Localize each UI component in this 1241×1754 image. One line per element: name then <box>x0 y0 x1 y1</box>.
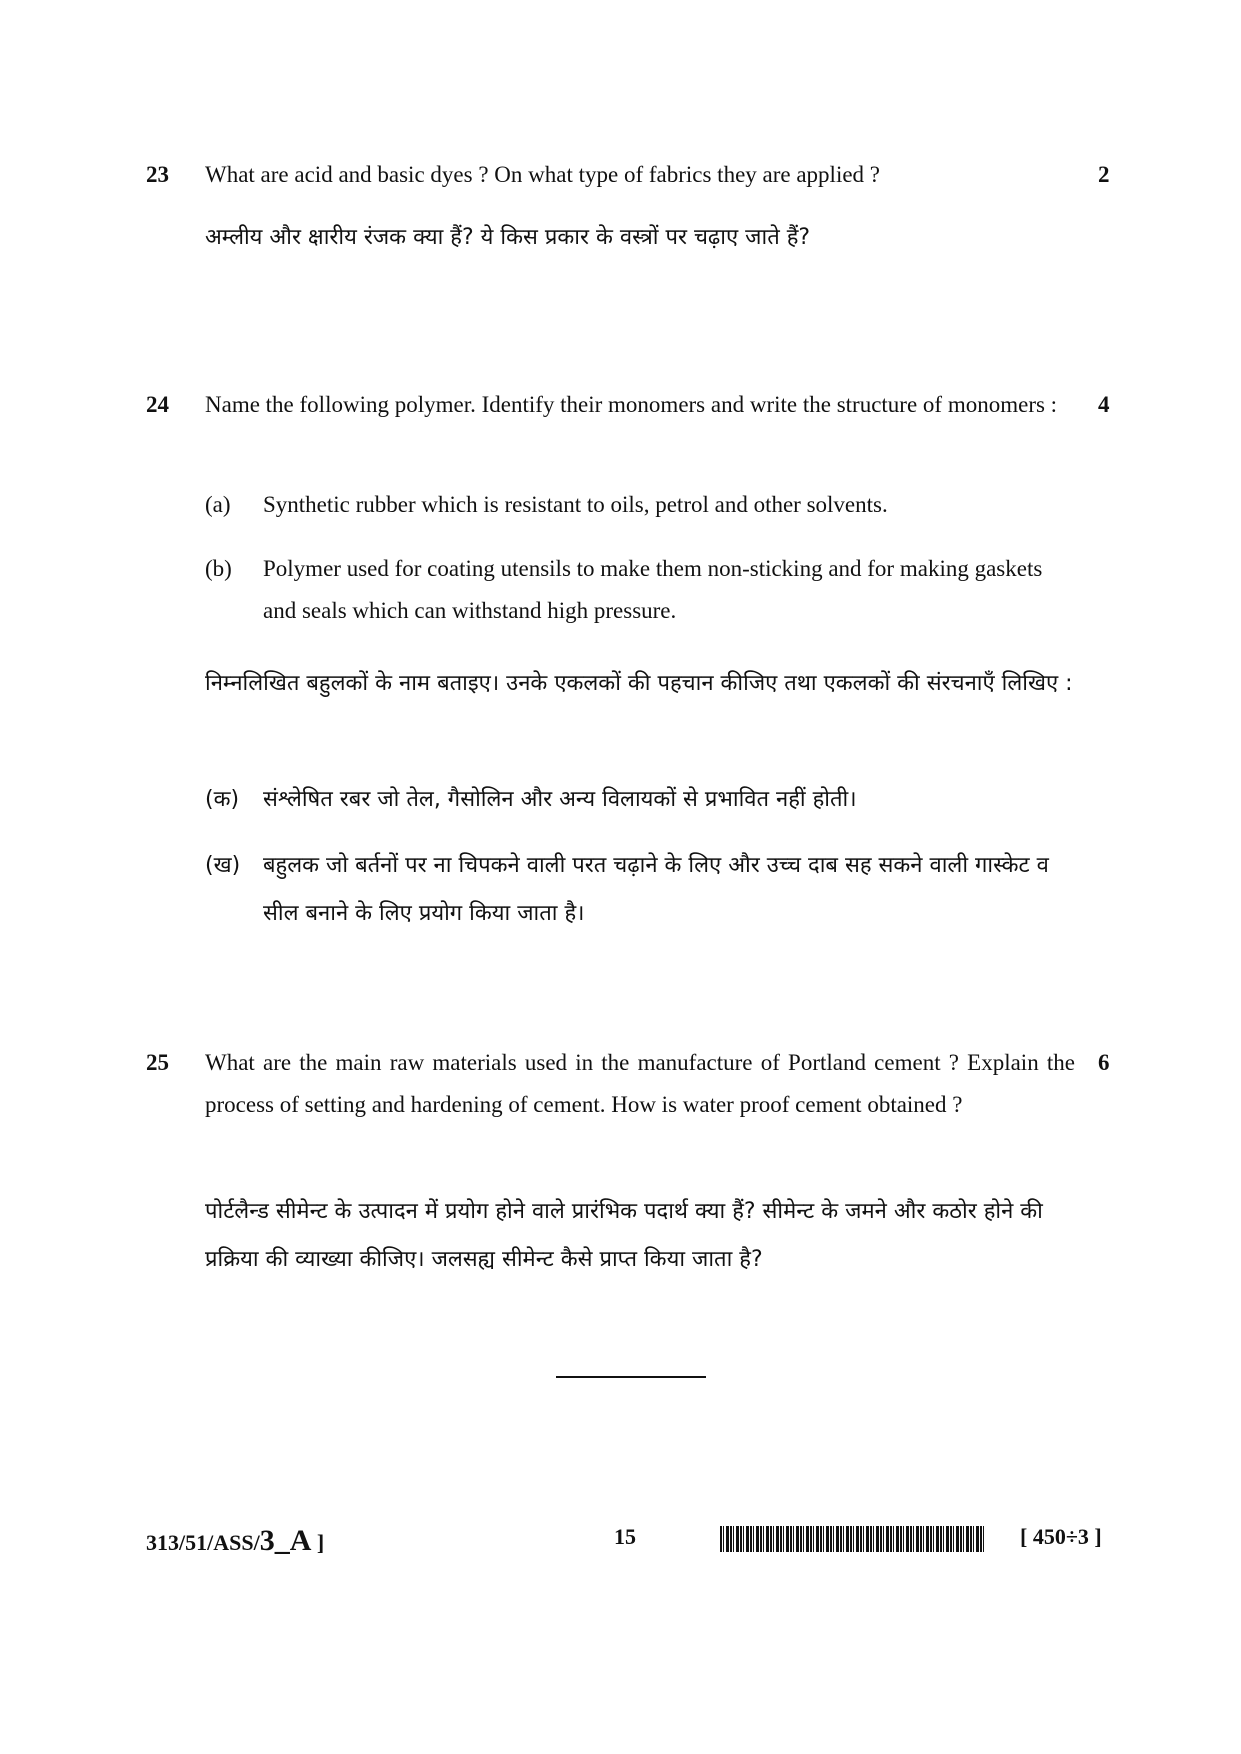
sub-question-text: Polymer used for coating utensils to make them non-sticking and for making gaskets and seals which can withstand high pressure. <box>263 556 1043 623</box>
question-marks: 4 <box>1098 392 1110 417</box>
question-text-english: What are the main raw materials used in the manufacture of Portland cement ? Explain the process of setting and hardening of cement. How is water proof cement obtained ? <box>205 1050 1075 1117</box>
question-marks: 6 <box>1098 1050 1110 1075</box>
question-marks: 2 <box>1098 162 1110 187</box>
sub-question-label: (a) <box>205 492 231 517</box>
paper-code-set: 3_A <box>259 1524 312 1557</box>
question-text-english: Name the following polymer. Identify their monomers and write the structure of monomers : <box>205 392 1058 417</box>
page-number: 15 <box>614 1524 636 1549</box>
question-text-english: What are acid and basic dyes ? On what type of fabrics they are applied ? <box>205 162 881 187</box>
sub-question-text: बहुलक जो बर्तनों पर ना चिपकने वाली परत चढ़ाने के लिए और उच्च दाब सह सकने वाली गास्केट व सील बनाने के लिए प्रयोग किया जाता है। <box>263 853 1049 926</box>
paper-code-prefix: 313/51/ASS/ <box>146 1530 260 1555</box>
question-text-hindi: अम्लीय और क्षारीय रंजक क्या हैं? ये किस प्रकार के वस्त्रों पर चढ़ाए जाते हैं? <box>205 225 811 250</box>
question-number: 23 <box>146 162 169 187</box>
sub-question-label: (ख) <box>205 853 241 878</box>
question-text-hindi: पोर्टलैन्ड सीमेन्ट के उत्पादन में प्रयोग होने वाले प्रारंभिक पदार्थ क्या हैं? सीमेन्ट के जमने और कठोर होने की प्रक्रिया की व्याख्या कीजिए। जलसह्य सीमेन्ट कैसे प्राप्त किया जाता है? <box>205 1199 1043 1272</box>
barcode-image <box>720 1526 985 1552</box>
sub-question-label: (b) <box>205 556 232 581</box>
end-rule <box>556 1376 706 1378</box>
question-text-hindi: निम्नलिखित बहुलकों के नाम बताइए। उनके एकलकों की पहचान कीजिए तथा एकलकों की संरचनाएँ लिखिए : <box>205 671 1073 696</box>
paper-code <box>146 1524 324 1558</box>
sub-question-label: (क) <box>205 787 240 812</box>
question-number: 25 <box>146 1050 169 1075</box>
question-number: 24 <box>146 392 169 417</box>
page-footer <box>0 1520 1241 1560</box>
set-code: [ 450÷3 ] <box>1020 1524 1102 1549</box>
sub-question-text: Synthetic rubber which is resistant to oils, petrol and other solvents. <box>263 492 888 517</box>
sub-question-text: संश्लेषित रबर जो तेल, गैसोलिन और अन्य विलायकों से प्रभावित नहीं होती। <box>263 787 857 812</box>
paper-code-suffix: ] <box>311 1530 325 1555</box>
